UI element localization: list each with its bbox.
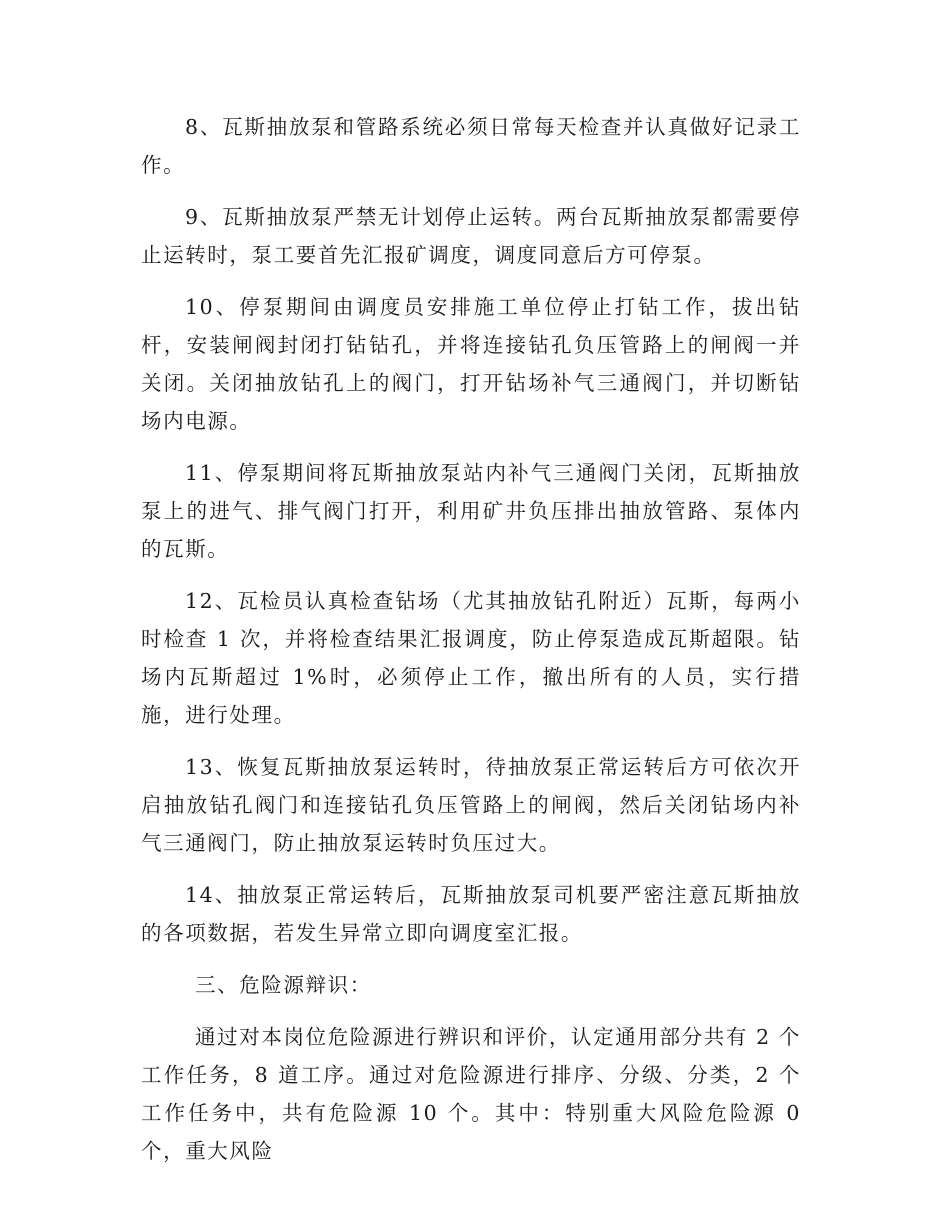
paragraph-item-14: 14、抽放泵正常运转后，瓦斯抽放泵司机要严密注意瓦斯抽放的各项数据，若发生异常立即向调度室汇报。	[141, 883, 801, 945]
paragraph-item-13: 13、恢复瓦斯抽放泵运转时，待抽放泵正常运转后方可依次开启抽放钻孔阀门和连接钻孔负压管路上的闸阀，然后关闭钻场内补气三通阀门，防止抽放泵运转时负压过大。	[141, 755, 801, 855]
section-heading: 三、危险源辩识：	[195, 973, 372, 997]
paragraph-item-10: 10、停泵期间由调度员安排施工单位停止打钻工作，拔出钻杆，安装闸阀封闭打钻钻孔，并将连接钻孔负压管路上的闸阀一并关闭。关闭抽放钻孔上的阀门，打开钻场补气三通阀门，并切断钻场内电源。	[141, 295, 801, 433]
paragraph-item-11: 11、停泵期间将瓦斯抽放泵站内补气三通阀门关闭，瓦斯抽放泵上的进气、排气阀门打开，利用矿井负压排出抽放管路、泵体内的瓦斯。	[141, 461, 801, 561]
paragraph-item-9: 9、瓦斯抽放泵严禁无计划停止运转。两台瓦斯抽放泵都需要停止运转时，泵工要首先汇报矿调度，调度同意后方可停泵。	[141, 205, 801, 267]
document-body	[141, 108, 801, 1184]
intro-paragraph: 通过对本岗位危险源进行辨识和评价，认定通用部分共有 2 个工作任务，8 道工序。通过对危险源进行排序、分级、分类，2 个工作任务中，共有危险源 10 个。其中：特别重大风险危险源 0 个，重大风险	[141, 1025, 801, 1163]
paragraph-item-8: 8、瓦斯抽放泵和管路系统必须日常每天检查并认真做好记录工作。	[141, 115, 801, 177]
paragraph-item-12: 12、瓦检员认真检查钻场（尤其抽放钻孔附近）瓦斯，每两小时检查 1 次，并将检查结果汇报调度，防止停泵造成瓦斯超限。钻场内瓦斯超过 1%时，必须停止工作，撤出所有的人员，实行措施，进行处理。	[141, 589, 801, 727]
